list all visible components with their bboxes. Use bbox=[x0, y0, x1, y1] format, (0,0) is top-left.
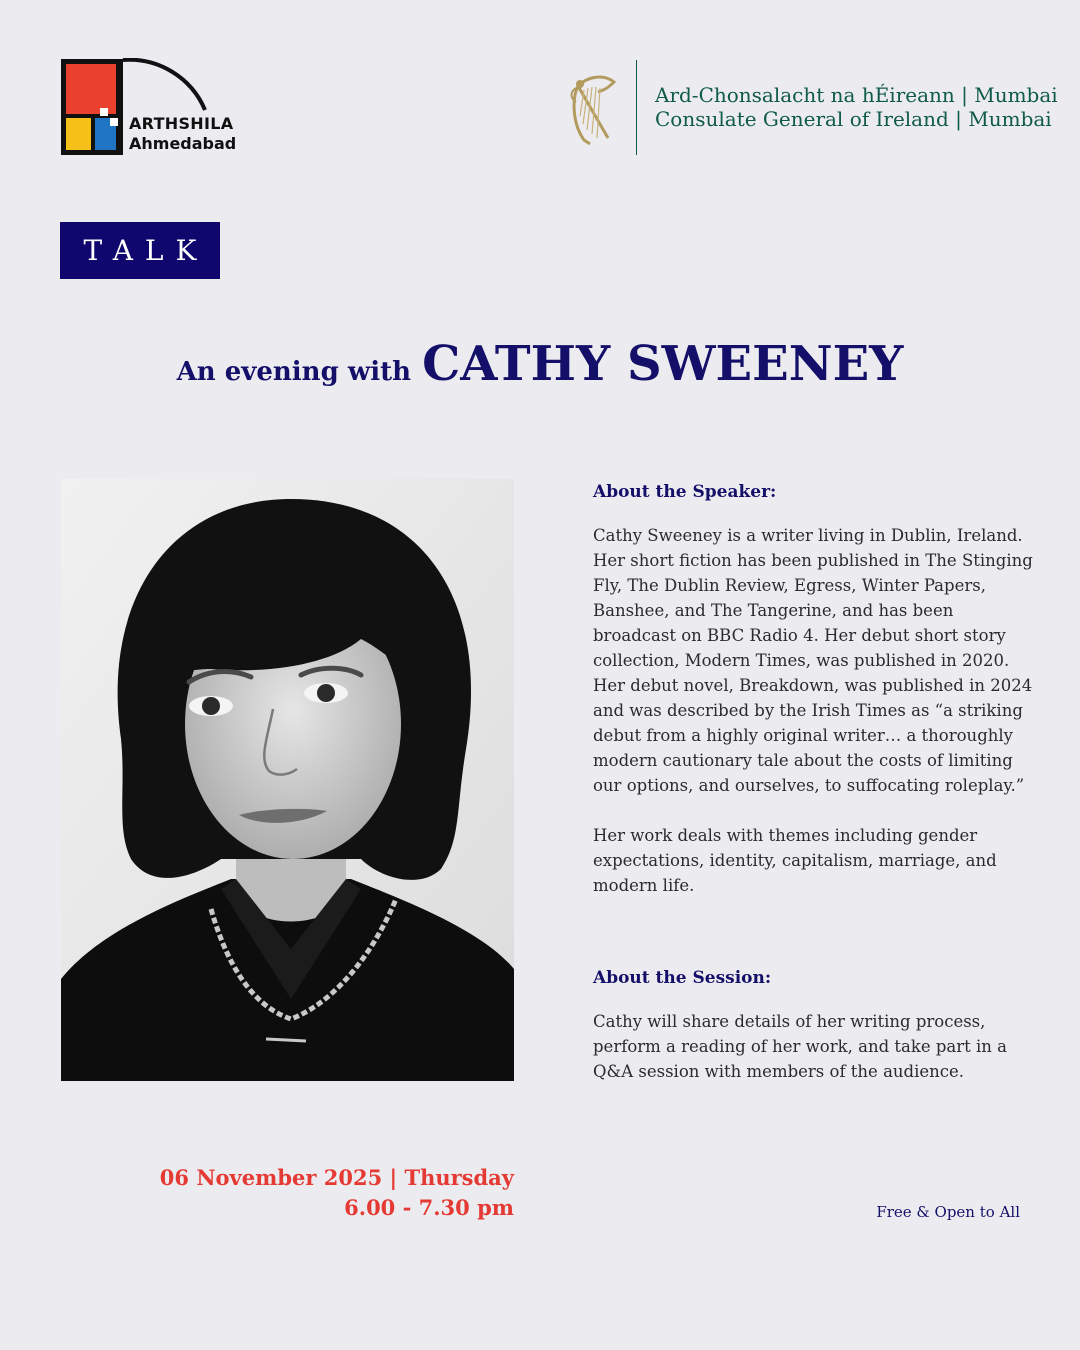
about-session-heading: About the Session: bbox=[593, 968, 772, 988]
consulate-name-english: Consulate General of Ireland | Mumbai bbox=[655, 107, 1052, 131]
about-speaker-heading: About the Speaker: bbox=[593, 482, 777, 502]
event-headline bbox=[0, 336, 1080, 392]
session-description: Cathy will share details of her writing process, perform a reading of her work, and take part in a Q&A session with members of the audience. bbox=[593, 1012, 1008, 1081]
consulate-divider bbox=[636, 60, 637, 155]
speaker-themes-paragraph: Her work deals with themes including gender expectations, identity, capitalism, marriage, and modern life. bbox=[593, 826, 997, 895]
speaker-name: CATHY SWEENEY bbox=[422, 336, 904, 392]
event-type-badge: TALK bbox=[60, 222, 220, 279]
harp-icon bbox=[568, 68, 620, 148]
arthshila-name: ARTHSHILA bbox=[129, 114, 234, 133]
arthshila-city: Ahmedabad bbox=[129, 134, 237, 153]
speaker-bio-paragraph: Cathy Sweeney is a writer living in Dublin, Ireland. Her short fiction has been published in The Stinging Fly, The Dublin Review, Egress, Winter Papers, Banshee, and The Tangerine, and has been broadcast on BBC Radio 4. Her debut short story collection, Modern Times, was published in 2020. Her debut novel, Breakdown, was published in 2024 and was described by the Irish Times as “a striking debut from a highly original writer… a thoroughly modern cautionary tale about the costs of limiting our options, and ourselves, to suffocating roleplay.” bbox=[593, 526, 1033, 795]
speaker-portrait bbox=[61, 479, 514, 1081]
event-date: 06 November 2025 | Thursday bbox=[159, 1165, 514, 1190]
admission-note: Free & Open to All bbox=[876, 1203, 1020, 1221]
event-time: 6.00 - 7.30 pm bbox=[344, 1195, 514, 1220]
headline-prefix: An evening with bbox=[176, 357, 411, 387]
consulate-name-irish: Ard-Chonsalacht na hÉireann | Mumbai bbox=[655, 83, 1058, 107]
arthshila-logo bbox=[60, 58, 260, 158]
consulate-logo bbox=[568, 60, 1058, 156]
